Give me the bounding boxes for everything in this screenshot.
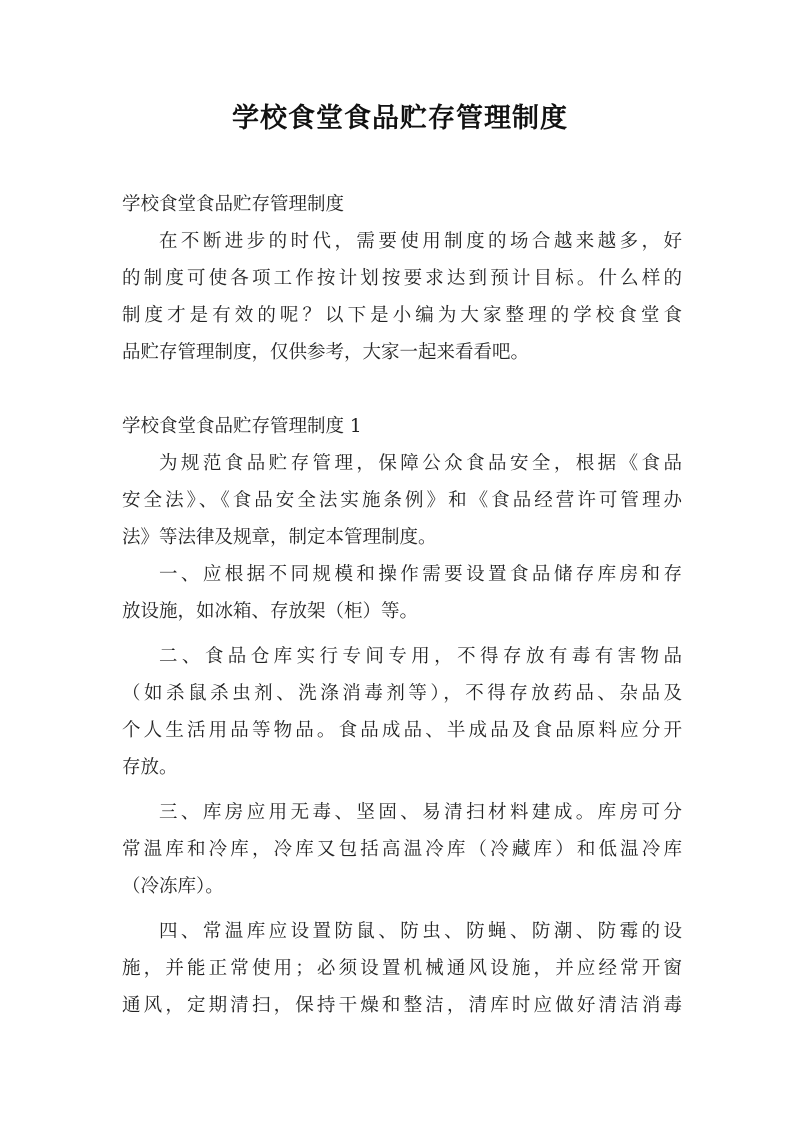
paragraph-line: 四、常温库应设置防鼠、防虫、防蝇、防潮、防霉的设 <box>159 921 682 942</box>
paragraph-line: 通风，定期清扫，保持干燥和整洁，清库时应做好清洁消毒 <box>122 995 682 1016</box>
paragraph-line: 二、食品仓库实行专间专用，不得存放有毒有害物品 <box>159 646 682 667</box>
paragraph-line: 法》等法律及规章，制定本管理制度。 <box>122 527 437 548</box>
paragraph-line: 为规范食品贮存管理，保障公众食品安全，根据《食品 <box>159 453 682 474</box>
paragraph-line: 施，并能正常使用；必须设置机械通风设施，并应经常开窗 <box>122 958 682 979</box>
paragraph-gap <box>122 905 682 913</box>
paragraph-line: 存放。 <box>122 757 178 778</box>
document-subtitle: 学校食堂食品贮存管理制度 <box>122 194 345 215</box>
intro-line: 制度才是有效的呢？以下是小编为大家整理的学校食堂食 <box>122 305 682 326</box>
paragraph-line: 安全法》、《食品安全法实施条例》和《食品经营许可管理办 <box>122 490 682 511</box>
intro-line: 在不断进步的时代，需要使用制度的场合越来越多，好 <box>159 231 682 252</box>
paragraph-gap <box>122 630 682 638</box>
paragraph-line: （如杀鼠杀虫剂、洗涤消毒剂等），不得存放药品、杂品及 <box>122 683 682 704</box>
paragraph-line: 常温库和冷库，冷库又包括高温冷库（冷藏库）和低温冷库 <box>122 839 682 860</box>
document-body <box>122 186 682 1024</box>
paragraph-line: 一、应根据不同规模和操作需要设置食品储存库房和存 <box>159 564 682 585</box>
paragraph-line: 放设施，如冰箱、存放架（柜）等。 <box>122 601 419 622</box>
paragraph-line: 个人生活用品等物品。食品成品、半成品及食品原料应分开 <box>122 720 682 741</box>
paragraph-gap <box>122 786 682 794</box>
paragraph-line: （冷冻库）。 <box>122 876 224 897</box>
document-title: 学校食堂食品贮存管理制度 <box>232 103 568 134</box>
paragraph-line: 三、库房应用无毒、坚固、易清扫材料建成。库房可分 <box>159 802 682 823</box>
intro-line: 品贮存管理制度，仅供参考，大家一起来看看吧。 <box>122 342 530 363</box>
section-heading: 学校食堂食品贮存管理制度 1 <box>122 416 362 437</box>
blank-line <box>122 371 682 408</box>
intro-line: 的制度可使各项工作按计划按要求达到预计目标。什么样的 <box>122 268 682 289</box>
